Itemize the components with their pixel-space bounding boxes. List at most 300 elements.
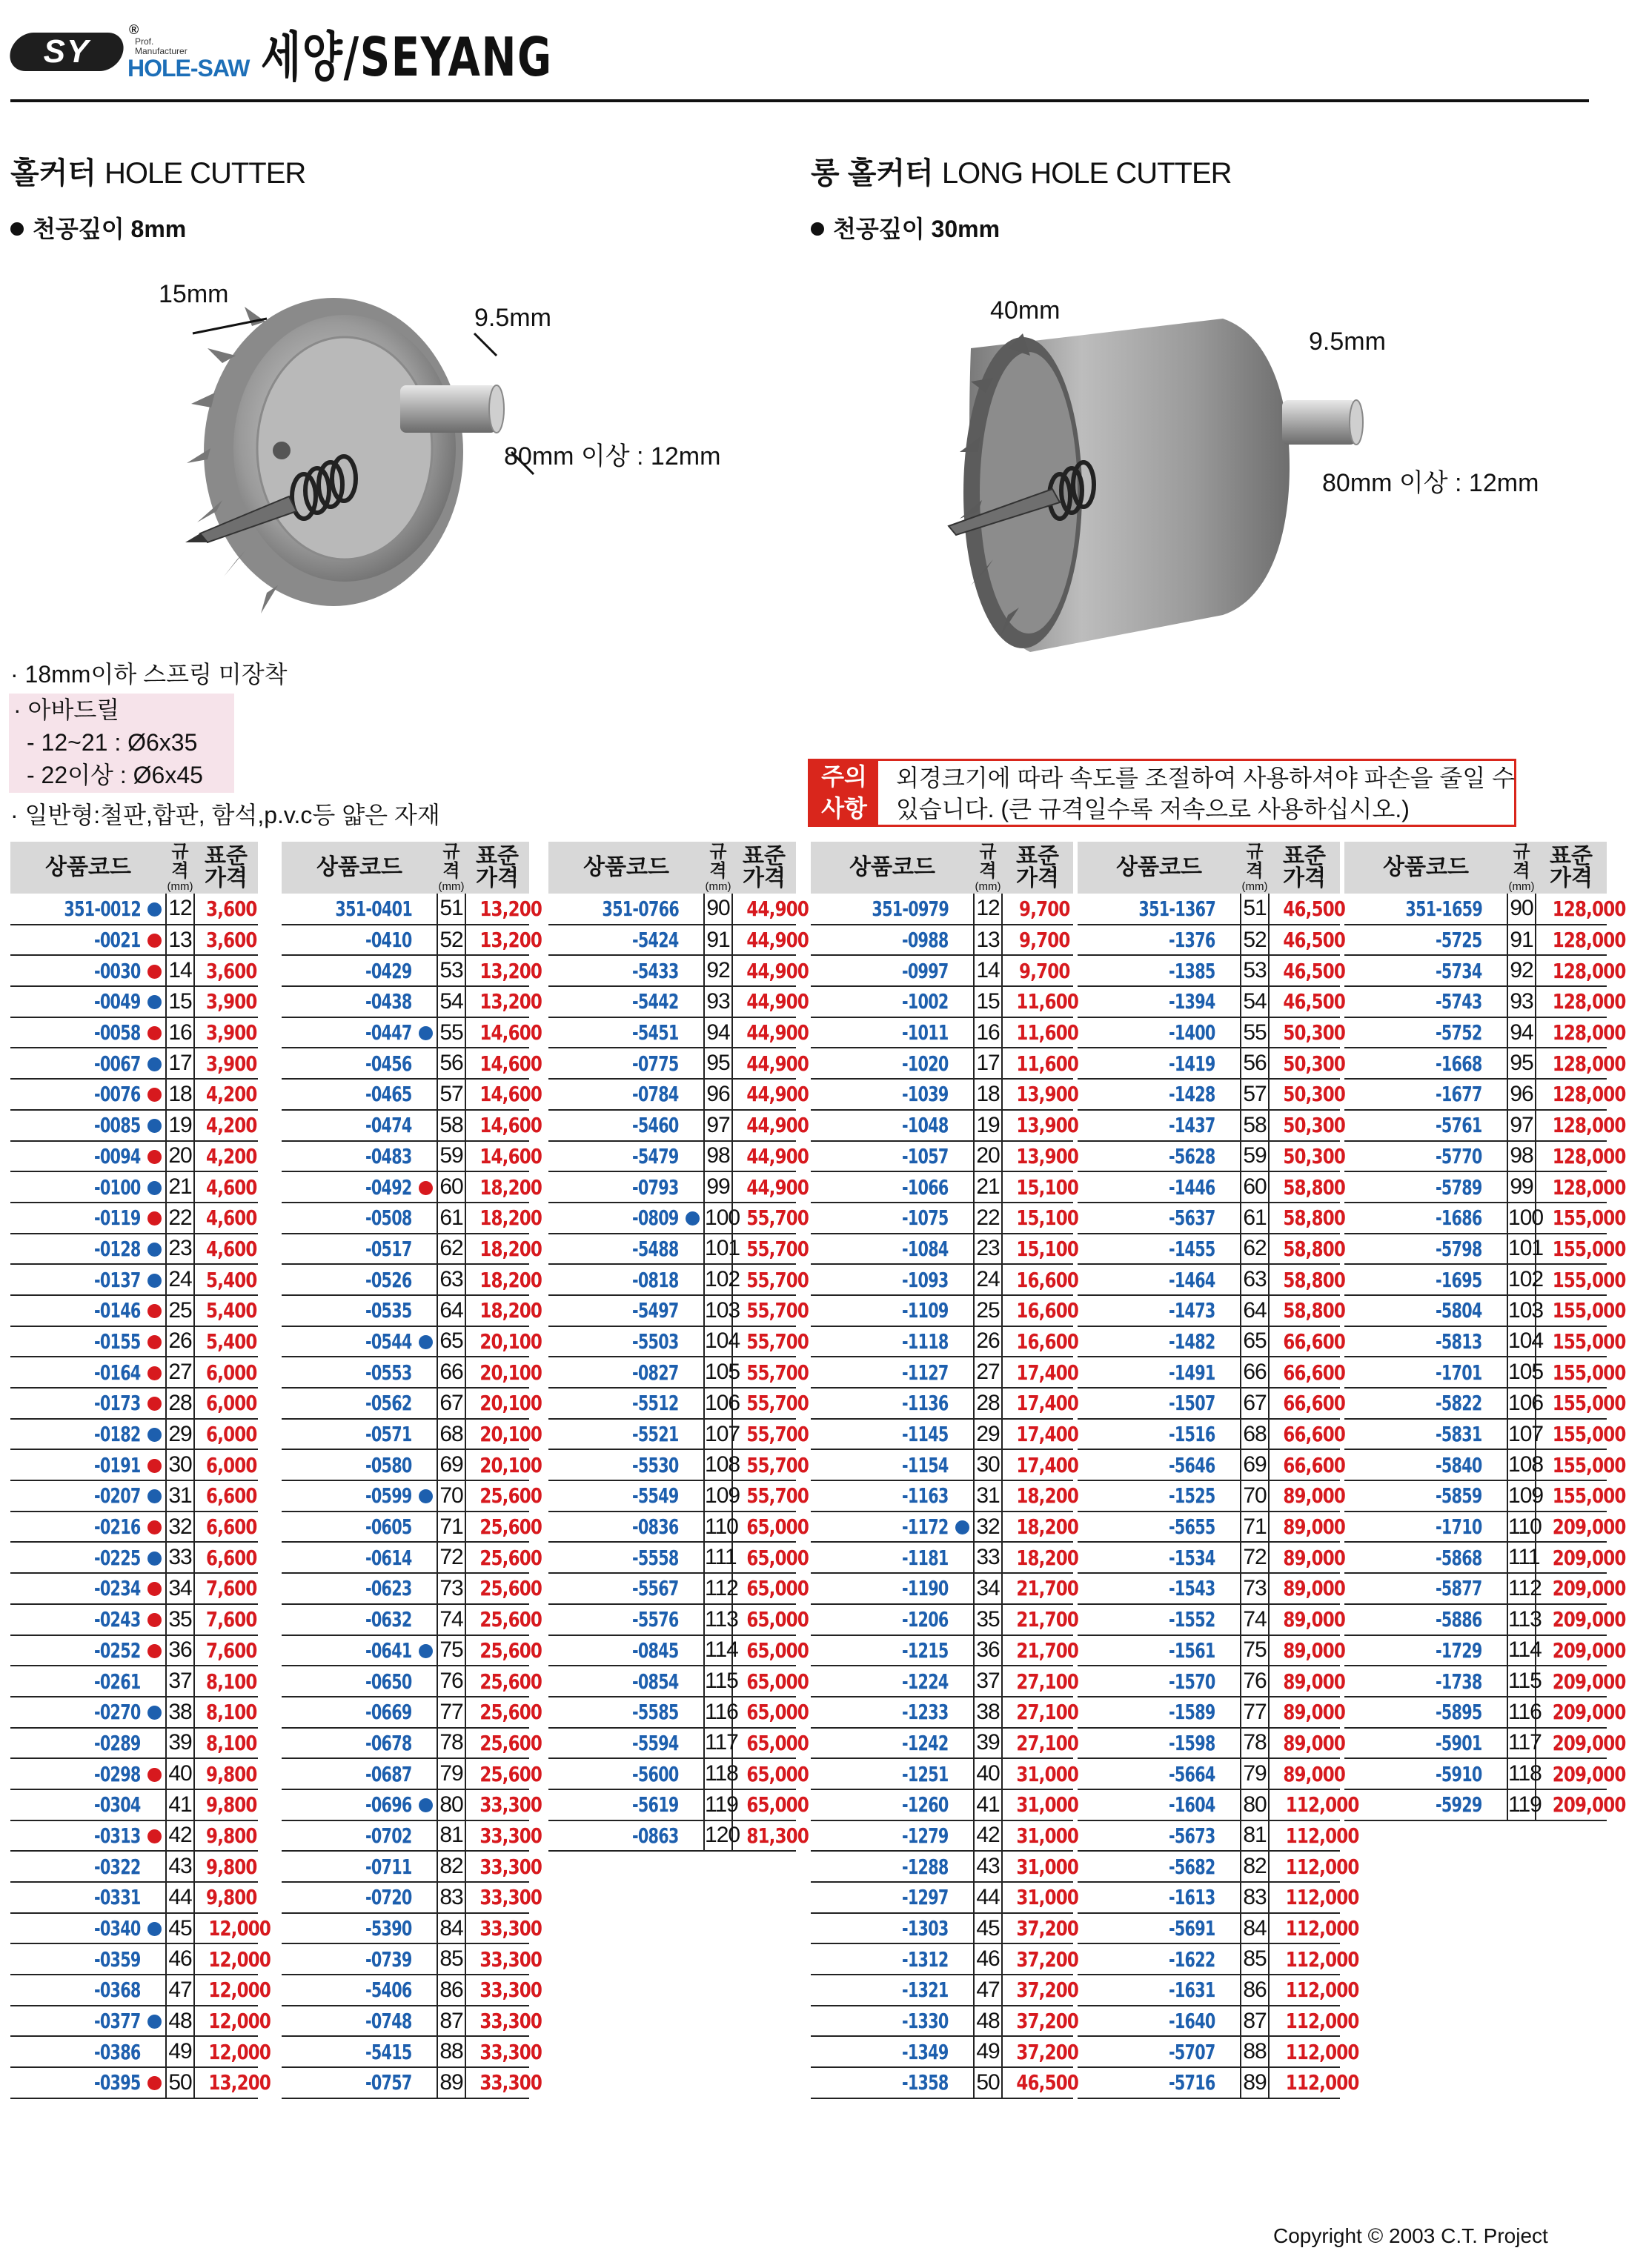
table-row <box>10 1975 258 2006</box>
standard-price: 3,900 <box>194 1048 258 1079</box>
standard-price: 55,700 <box>732 1480 796 1512</box>
stock-dot-cell <box>1218 1264 1241 1295</box>
product-code: -0517 <box>282 1234 415 1265</box>
product-code: -0599 <box>282 1480 415 1512</box>
table-row <box>548 1635 796 1666</box>
table-row <box>10 1171 258 1203</box>
stock-dot-cell <box>1485 1512 1507 1543</box>
table-row <box>811 1789 1073 1820</box>
product-code: -5789 <box>1344 1171 1485 1203</box>
standard-price: 18,200 <box>1002 1512 1073 1543</box>
standard-price: 7,600 <box>194 1635 258 1666</box>
product-code: -5707 <box>1078 2036 1218 2067</box>
size-mm: 41 <box>166 1789 194 1820</box>
product-code: -0137 <box>10 1264 144 1295</box>
blue-dot-icon <box>147 1119 162 1133</box>
size-mm: 101 <box>1507 1234 1536 1265</box>
product-code: -5664 <box>1078 1758 1218 1789</box>
header-price-label2: 가격 <box>205 866 248 891</box>
size-mm: 41 <box>974 1789 1002 1820</box>
product-code: -0492 <box>282 1171 415 1203</box>
product-code: -5691 <box>1078 1913 1218 1944</box>
size-mm: 36 <box>974 1635 1002 1666</box>
standard-price: 155,000 <box>1536 1326 1607 1357</box>
header-code: 상품코드 <box>1344 842 1507 894</box>
table-row <box>1078 1264 1340 1295</box>
table-row <box>1078 1913 1340 1944</box>
size-mm: 51 <box>437 894 465 925</box>
product-code: -5868 <box>1344 1542 1485 1573</box>
table-row <box>282 2036 529 2067</box>
caution-box <box>808 759 1516 827</box>
size-mm: 53 <box>437 955 465 986</box>
stock-dot-cell <box>952 2006 974 2037</box>
stock-dot-cell <box>1218 1913 1241 1944</box>
standard-price: 155,000 <box>1536 1449 1607 1480</box>
size-mm: 19 <box>166 1110 194 1141</box>
standard-price: 128,000 <box>1536 894 1607 925</box>
product-code: -0553 <box>282 1357 415 1388</box>
table-row <box>811 1171 1073 1203</box>
standard-price: 55,700 <box>732 1326 796 1357</box>
standard-price: 128,000 <box>1536 1110 1607 1141</box>
table-row <box>1344 894 1607 925</box>
standard-price: 89,000 <box>1269 1728 1340 1759</box>
table-row <box>1078 1573 1340 1604</box>
stock-dot-cell <box>1218 1480 1241 1512</box>
product-code: -1312 <box>811 1943 952 1975</box>
size-mm: 18 <box>974 1079 1002 1110</box>
size-mm: 28 <box>974 1388 1002 1419</box>
table-row <box>548 1728 796 1759</box>
stock-dot-cell <box>952 955 974 986</box>
standard-price: 9,800 <box>194 1882 258 1913</box>
stock-dot-cell <box>144 1851 166 1882</box>
stock-dot-cell <box>415 1913 437 1944</box>
standard-price: 9,800 <box>194 1820 258 1852</box>
size-mm: 45 <box>974 1913 1002 1944</box>
table-row <box>811 1943 1073 1975</box>
stock-dot-cell <box>1218 1419 1241 1450</box>
table-row <box>282 1203 529 1234</box>
size-mm: 49 <box>166 2036 194 2067</box>
table-row <box>10 1758 258 1789</box>
product-code: -1224 <box>811 1666 952 1697</box>
size-mm: 12 <box>166 894 194 925</box>
product-code: -0146 <box>10 1295 144 1326</box>
product-code: -5813 <box>1344 1326 1485 1357</box>
long-hole-cutter-depth-text: 천공깊이 30mm <box>833 216 1001 242</box>
table-row <box>10 1512 258 1543</box>
stock-dot-cell <box>952 1604 974 1635</box>
product-code: -0164 <box>10 1357 144 1388</box>
table-row <box>811 1882 1073 1913</box>
product-code: -5488 <box>548 1234 682 1265</box>
standard-price: 25,600 <box>465 1542 529 1573</box>
product-code: -0322 <box>10 1851 144 1882</box>
table-row <box>10 1110 258 1141</box>
size-mm: 90 <box>704 894 732 925</box>
standard-price: 18,200 <box>1002 1542 1073 1573</box>
standard-price: 8,100 <box>194 1697 258 1728</box>
table-row <box>548 1697 796 1728</box>
table-row <box>811 1017 1073 1048</box>
size-mm: 84 <box>1241 1913 1269 1944</box>
size-mm: 13 <box>974 925 1002 956</box>
blue-dot-icon <box>147 1922 162 1936</box>
header-price <box>732 842 796 894</box>
caution-text-line1: 외경크기에 따라 속도를 조절하여 사용하셔야 파손을 줄일 수 <box>896 765 1516 791</box>
stock-dot-cell <box>1218 1171 1241 1203</box>
product-code: -0757 <box>282 2067 415 2098</box>
table-row <box>1078 1820 1340 1852</box>
stock-dot-cell <box>1218 1604 1241 1635</box>
size-mm: 82 <box>1241 1851 1269 1882</box>
standard-price: 65,000 <box>732 1789 796 1820</box>
header-price-label1: 표준 <box>1283 844 1326 868</box>
blue-dot-icon <box>419 1489 433 1503</box>
standard-price: 20,100 <box>465 1388 529 1419</box>
logo-subtitle-line2: Manufacturer <box>135 46 188 56</box>
stock-dot-cell <box>952 1171 974 1203</box>
product-code: -5752 <box>1344 1017 1485 1048</box>
product-code: -1084 <box>811 1234 952 1265</box>
product-code: -0809 <box>548 1203 682 1234</box>
standard-price: 209,000 <box>1536 1728 1607 1759</box>
stock-dot-cell <box>1485 894 1507 925</box>
size-mm: 78 <box>1241 1728 1269 1759</box>
table-row <box>282 1604 529 1635</box>
product-code: -0696 <box>282 1789 415 1820</box>
size-mm: 34 <box>166 1573 194 1604</box>
size-mm: 112 <box>1507 1573 1536 1604</box>
product-code: -1516 <box>1078 1419 1218 1450</box>
stock-dot-cell <box>952 1975 974 2006</box>
header-size <box>704 842 732 894</box>
table-row <box>1344 1542 1607 1573</box>
standard-price: 65,000 <box>732 1635 796 1666</box>
header-price <box>1269 842 1340 894</box>
standard-price: 55,700 <box>732 1203 796 1234</box>
standard-price: 44,900 <box>732 1110 796 1141</box>
table-row <box>1344 1110 1607 1141</box>
stock-dot-cell <box>952 1666 974 1697</box>
table-row <box>1344 1512 1607 1543</box>
blue-dot-icon <box>147 1428 162 1442</box>
product-code: -5406 <box>282 1975 415 2006</box>
stock-dot-cell <box>952 1913 974 1944</box>
product-code: -0058 <box>10 1017 144 1048</box>
stock-dot-cell <box>1218 1635 1241 1666</box>
product-code: -5415 <box>282 2036 415 2067</box>
table-row <box>1344 1234 1607 1265</box>
stock-dot-cell <box>415 955 437 986</box>
size-mm: 104 <box>704 1326 732 1357</box>
standard-price: 112,000 <box>1269 1975 1340 2006</box>
table-row <box>1344 1203 1607 1234</box>
table-row <box>811 1512 1073 1543</box>
stock-dot-cell <box>144 1203 166 1234</box>
size-mm: 76 <box>437 1666 465 1697</box>
stock-dot-cell <box>415 894 437 925</box>
size-mm: 113 <box>704 1604 732 1635</box>
size-mm: 43 <box>166 1851 194 1882</box>
stock-dot-cell <box>415 1234 437 1265</box>
size-mm: 25 <box>974 1295 1002 1326</box>
table-row <box>548 1079 796 1110</box>
standard-price: 25,600 <box>465 1758 529 1789</box>
stock-dot-cell <box>1218 1449 1241 1480</box>
product-code: -5831 <box>1344 1419 1485 1450</box>
stock-dot-cell <box>415 1048 437 1079</box>
product-code: -1279 <box>811 1820 952 1852</box>
stock-dot-cell <box>144 1357 166 1388</box>
table-row <box>1344 1666 1607 1697</box>
table-row <box>548 1512 796 1543</box>
table-row <box>282 1820 529 1852</box>
blue-dot-icon <box>419 1335 433 1349</box>
product-code: -0988 <box>811 925 952 956</box>
stock-dot-cell <box>1485 1573 1507 1604</box>
standard-price: 9,700 <box>1002 894 1073 925</box>
table-row <box>1344 1357 1607 1388</box>
size-mm: 78 <box>437 1728 465 1759</box>
size-mm: 111 <box>704 1542 732 1573</box>
blue-dot-icon <box>419 1026 433 1040</box>
size-mm: 69 <box>1241 1449 1269 1480</box>
size-mm: 35 <box>974 1604 1002 1635</box>
product-code: -5655 <box>1078 1512 1218 1543</box>
stock-dot-cell <box>682 1079 704 1110</box>
stock-dot-cell <box>1485 1326 1507 1357</box>
standard-price: 33,300 <box>465 2036 529 2067</box>
stock-dot-cell <box>144 1512 166 1543</box>
size-mm: 95 <box>1507 1048 1536 1079</box>
size-mm: 39 <box>166 1728 194 1759</box>
size-mm: 52 <box>437 925 465 956</box>
header-size-label: 규격 <box>709 842 727 881</box>
table-row <box>1078 2006 1340 2037</box>
table-row <box>1078 1295 1340 1326</box>
size-mm: 83 <box>437 1882 465 1913</box>
table-row <box>1344 1635 1607 1666</box>
logo-holesaw: HOLE-SAW <box>127 55 250 82</box>
size-mm: 63 <box>437 1264 465 1295</box>
size-mm: 26 <box>974 1326 1002 1357</box>
product-code: -0067 <box>10 1048 144 1079</box>
product-code: -5424 <box>548 925 682 956</box>
size-mm: 108 <box>1507 1449 1536 1480</box>
header-size-unit: (mm) <box>705 880 731 893</box>
product-code: -0748 <box>282 2006 415 2037</box>
table-row <box>548 1048 796 1079</box>
table-row <box>811 1357 1073 1388</box>
standard-price: 37,200 <box>1002 1975 1073 2006</box>
size-mm: 75 <box>1241 1635 1269 1666</box>
product-code: -5503 <box>548 1326 682 1357</box>
product-code: -0049 <box>10 986 144 1017</box>
product-code: -5725 <box>1344 925 1485 956</box>
standard-price: 65,000 <box>732 1697 796 1728</box>
red-dot-icon <box>147 1644 162 1658</box>
stock-dot-cell <box>1485 1357 1507 1388</box>
red-dot-icon <box>147 1829 162 1843</box>
product-code: -1464 <box>1078 1264 1218 1295</box>
header-price-label1: 표준 <box>743 844 786 868</box>
stock-dot-cell <box>952 925 974 956</box>
brand-logo-badge <box>6 33 127 71</box>
table-row <box>1078 2036 1340 2067</box>
product-code: -5743 <box>1344 986 1485 1017</box>
product-code: -5646 <box>1078 1449 1218 1480</box>
size-mm: 14 <box>166 955 194 986</box>
product-code: -1631 <box>1078 1975 1218 2006</box>
stock-dot-cell <box>144 1820 166 1852</box>
blue-dot-icon <box>147 1706 162 1720</box>
standard-price: 25,600 <box>465 1635 529 1666</box>
header-price-label2: 가격 <box>1550 866 1593 891</box>
stock-dot-cell <box>415 1419 437 1450</box>
stock-dot-cell <box>682 1264 704 1295</box>
table-row <box>1078 894 1340 925</box>
stock-dot-cell <box>1218 1666 1241 1697</box>
product-code: -0021 <box>10 925 144 956</box>
standard-price: 12,000 <box>194 2036 258 2067</box>
standard-price: 89,000 <box>1269 1758 1340 1789</box>
table-row <box>1344 1264 1607 1295</box>
standard-price: 8,100 <box>194 1666 258 1697</box>
stock-dot-cell <box>144 1697 166 1728</box>
size-mm: 66 <box>437 1357 465 1388</box>
stock-dot-cell <box>952 986 974 1017</box>
header-price <box>1002 842 1073 894</box>
stock-dot-cell <box>952 1264 974 1295</box>
size-mm: 73 <box>1241 1573 1269 1604</box>
product-code: -0438 <box>282 986 415 1017</box>
table-row <box>10 1480 258 1512</box>
dim-40mm: 40mm <box>990 296 1061 325</box>
product-code: -0191 <box>10 1449 144 1480</box>
standard-price: 3,900 <box>194 1017 258 1048</box>
table-row <box>10 1357 258 1388</box>
product-code: -1057 <box>811 1141 952 1172</box>
table-row <box>10 1697 258 1728</box>
header-size-unit: (mm) <box>167 880 193 893</box>
table-row <box>282 1171 529 1203</box>
dim-80mm-left: 80mm 이상 : 12mm <box>504 442 721 470</box>
size-mm: 59 <box>437 1141 465 1172</box>
product-code: -0340 <box>10 1913 144 1944</box>
table-row <box>1344 1480 1607 1512</box>
product-code: -5886 <box>1344 1604 1485 1635</box>
product-code: -1136 <box>811 1388 952 1419</box>
dim-9-5mm-right: 9.5mm <box>1309 327 1386 356</box>
standard-price: 155,000 <box>1536 1357 1607 1388</box>
product-code: -1233 <box>811 1697 952 1728</box>
stock-dot-cell <box>144 1789 166 1820</box>
size-mm: 37 <box>974 1666 1002 1697</box>
table-row <box>10 986 258 1017</box>
product-code: -0030 <box>10 955 144 986</box>
stock-dot-cell <box>144 1141 166 1172</box>
stock-dot-cell <box>415 1820 437 1852</box>
header-price-label1: 표준 <box>476 844 519 868</box>
table-row <box>282 1666 529 1697</box>
stock-dot-cell <box>952 1882 974 1913</box>
table-header-row <box>1078 842 1340 894</box>
table-row <box>1078 2067 1340 2098</box>
size-mm: 59 <box>1241 1141 1269 1172</box>
size-mm: 94 <box>704 1017 732 1048</box>
table-row <box>10 2006 258 2037</box>
standard-price: 55,700 <box>732 1357 796 1388</box>
stock-dot-cell <box>415 1635 437 1666</box>
table-row <box>1078 1203 1340 1234</box>
size-mm: 45 <box>166 1913 194 1944</box>
logo-subtitle-line1: Prof. <box>135 36 154 47</box>
table-row <box>811 1234 1073 1265</box>
standard-price: 33,300 <box>465 1820 529 1852</box>
long-hole-cutter-image <box>941 304 1371 659</box>
table-row <box>1344 1758 1607 1789</box>
stock-dot-cell <box>415 2006 437 2037</box>
table-row <box>1344 1017 1607 1048</box>
stock-dot-cell <box>144 1234 166 1265</box>
table-row <box>548 925 796 956</box>
size-mm: 83 <box>1241 1882 1269 1913</box>
header-price <box>1536 842 1607 894</box>
size-mm: 67 <box>437 1388 465 1419</box>
standard-price: 44,900 <box>732 1141 796 1172</box>
table-row <box>282 1017 529 1048</box>
product-code: -0368 <box>10 1975 144 2006</box>
standard-price: 44,900 <box>732 986 796 1017</box>
size-mm: 58 <box>1241 1110 1269 1141</box>
size-mm: 50 <box>166 2067 194 2098</box>
size-mm: 72 <box>437 1542 465 1573</box>
stock-dot-cell <box>1218 925 1241 956</box>
standard-price: 13,900 <box>1002 1079 1073 1110</box>
product-code: -5521 <box>548 1419 682 1450</box>
table-row <box>811 1975 1073 2006</box>
size-mm: 88 <box>1241 2036 1269 2067</box>
standard-price: 13,900 <box>1002 1141 1073 1172</box>
size-mm: 118 <box>704 1758 732 1789</box>
stock-dot-cell <box>682 894 704 925</box>
standard-price: 14,600 <box>465 1110 529 1141</box>
table-row <box>1344 1079 1607 1110</box>
standard-price: 66,600 <box>1269 1357 1340 1388</box>
standard-price: 6,000 <box>194 1449 258 1480</box>
size-mm: 77 <box>1241 1697 1269 1728</box>
stock-dot-cell <box>415 1758 437 1789</box>
product-code: -0702 <box>282 1820 415 1852</box>
size-mm: 61 <box>437 1203 465 1234</box>
standard-price: 46,500 <box>1269 894 1340 925</box>
caution-tag-line2: 사항 <box>821 795 867 822</box>
product-code: -0100 <box>10 1171 144 1203</box>
stock-dot-cell <box>682 955 704 986</box>
stock-dot-cell <box>1218 2067 1241 2098</box>
stock-dot-cell <box>682 1234 704 1265</box>
size-mm: 100 <box>1507 1203 1536 1234</box>
product-code: -0720 <box>282 1882 415 1913</box>
standard-price: 15,100 <box>1002 1203 1073 1234</box>
table-row <box>10 1326 258 1357</box>
page-header <box>10 18 1589 101</box>
stock-dot-cell <box>952 1728 974 1759</box>
header-price-label2: 가격 <box>1283 866 1326 891</box>
